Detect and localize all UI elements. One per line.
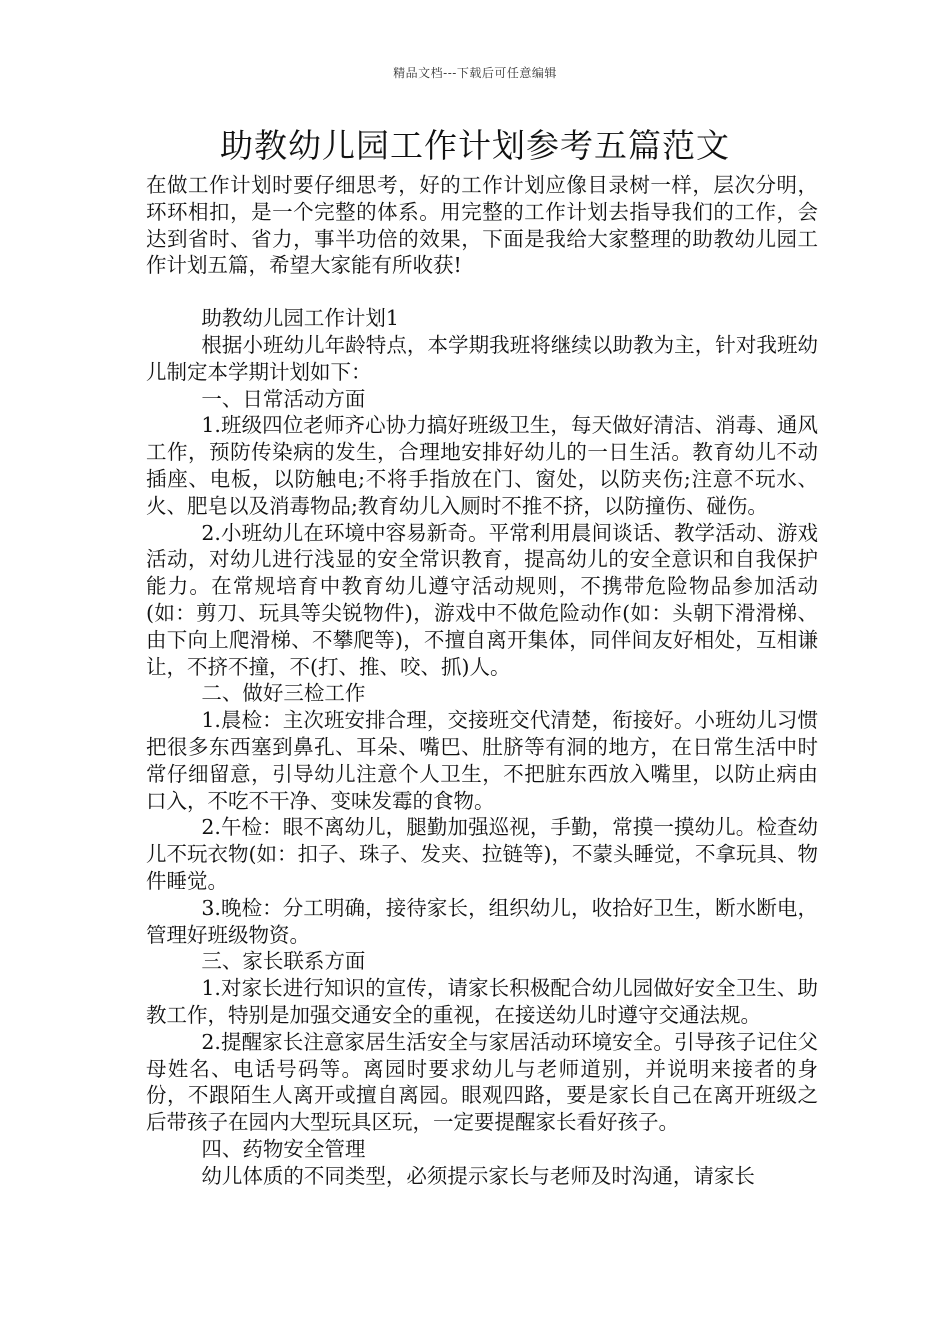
section-heading: 助教幼儿园工作计划1	[201, 306, 399, 331]
header-note: 精品文档---下载后可任意编辑	[393, 66, 557, 80]
paragraph: 1.对家长进行知识的宣传，请家长积极配合幼儿园做好安全卫生、助教工作，特别是加强交通安全的重视，在接送幼儿时遵守交通法规。	[146, 976, 818, 1027]
intro-paragraph: 在做工作计划时要仔细思考，好的工作计划应像目录树一样，层次分明，环环相扣，是一个完整的体系。用完整的工作计划去指导我们的工作，会达到省时、省力，事半功倍的效果，下面是我给大家整理的助教幼儿园工作计划五篇，希望大家能有所收获!	[146, 173, 818, 278]
section-heading: 四、药物安全管理	[201, 1136, 366, 1161]
paragraph-gap	[146, 279, 818, 305]
section-heading: 二、做好三检工作	[201, 681, 366, 706]
section-heading: 三、家长联系方面	[201, 949, 366, 974]
paragraph: 1.晨检：主次班安排合理，交接班交代清楚，衔接好。小班幼儿习惯把很多东西塞到鼻孔、耳朵、嘴巴、肚脐等有洞的地方，在日常生活中时常仔细留意，引导幼儿注意个人卫生，不把脏东西放入嘴里，以防止病由口入，不吃不干净、变味发霉的食物。	[146, 708, 818, 813]
paragraph: 根据小班幼儿年龄特点，本学期我班将继续以助教为主，针对我班幼儿制定本学期计划如下：	[146, 332, 818, 384]
paragraph: 3.晚检：分工明确，接待家长，组织幼儿，收拾好卫生，断水断电，管理好班级物资。	[146, 895, 818, 947]
document-title: 助教幼儿园工作计划参考五篇范文	[220, 126, 730, 165]
section-heading: 一、日常活动方面	[201, 386, 366, 411]
paragraph: 2.提醒家长注意家居生活安全与家居活动环境安全。引导孩子记住父母姓名、电话号码等。离园时要求幼儿与老师道别，并说明来接者的身份，不跟陌生人离开或擅自离园。眼观四路，要是家长自己在离开班级之后带孩子在园内大型玩具区玩，一定要提醒家长看好孩子。	[146, 1029, 818, 1135]
paragraph: 1.班级四位老师齐心协力搞好班级卫生，每天做好清洁、消毒、通风工作，预防传染病的发生，合理地安排好幼儿的一日生活。教育幼儿不动插座、电板，以防触电;不将手指放在门、窗处，以防夹伤;注意不玩水、火、肥皂以及消毒物品;教育幼儿入厕时不推不挤，以防撞伤、碰伤。	[146, 413, 818, 518]
paragraph: 2.小班幼儿在环境中容易新奇。平常利用晨间谈话、教学活动、游戏活动，对幼儿进行浅显的安全常识教育，提高幼儿的安全意识和自我保护能力。在常规培育中教育幼儿遵守活动规则，不携带危险物品参加活动(如：剪刀、玩具等尖锐物件)，游戏中不做危险动作(如：头朝下滑滑梯、由下向上爬滑梯、不攀爬等)，不擅自离开集体，同伴间友好相处，互相谦让，不挤不撞，不(打、推、咬、抓)人。	[146, 520, 818, 679]
paragraph: 幼儿体质的不同类型，必须提示家长与老师及时沟通，请家长	[201, 1163, 755, 1188]
document-body	[146, 172, 818, 1189]
paragraph: 2.午检：眼不离幼儿，腿勤加强巡视，手勤，常摸一摸幼儿。检查幼儿不玩衣物(如：扣子、珠子、发夹、拉链等)，不蒙头睡觉，不拿玩具、物件睡觉。	[146, 815, 818, 893]
